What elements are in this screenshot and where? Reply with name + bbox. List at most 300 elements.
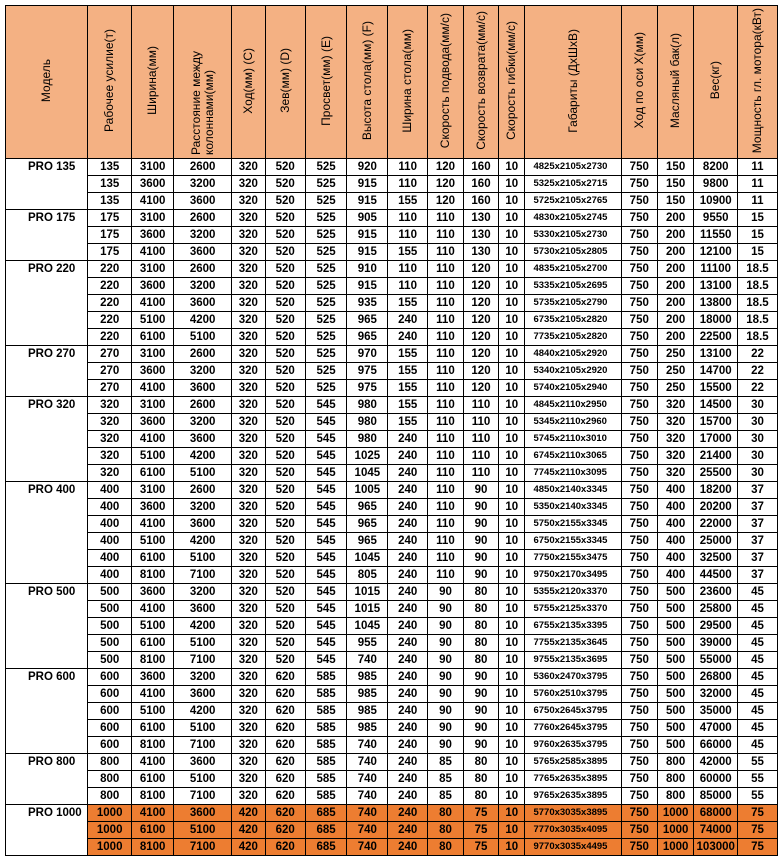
table-cell: 11 [737, 159, 777, 176]
model-cell: PRO 320 [6, 397, 88, 482]
table-cell: 175 [88, 227, 132, 244]
table-cell: 525 [305, 363, 346, 380]
table-cell: 8100 [132, 737, 174, 754]
table-cell: 750 [621, 261, 657, 278]
table-cell: 320 [232, 346, 265, 363]
header-cell [657, 6, 694, 159]
table-cell: 10 [499, 601, 525, 618]
table-cell: 11 [737, 176, 777, 193]
table-cell: 17000 [694, 431, 737, 448]
table-cell: 585 [305, 703, 346, 720]
table-cell: 10 [499, 397, 525, 414]
table-cell: 5325x2105x2715 [525, 176, 621, 193]
table-cell: 620 [265, 703, 305, 720]
table-cell: 400 [88, 516, 132, 533]
table-cell: 420 [232, 822, 265, 839]
table-row [6, 193, 778, 210]
table-row [6, 431, 778, 448]
table-cell: 685 [305, 839, 346, 856]
table-cell: 240 [388, 482, 428, 499]
table-cell: 585 [305, 686, 346, 703]
table-cell: 9800 [694, 176, 737, 193]
table-cell: 740 [347, 652, 388, 669]
table-cell: 45 [737, 737, 777, 754]
table-cell: 1000 [657, 822, 694, 839]
table-cell: 600 [88, 720, 132, 737]
table-cell: 26800 [694, 669, 737, 686]
table-cell: 400 [88, 533, 132, 550]
table-cell: 3200 [174, 499, 232, 516]
table-cell: 120 [463, 312, 498, 329]
table-cell: 110 [388, 227, 428, 244]
table-cell: 500 [88, 618, 132, 635]
table-cell: 110 [427, 329, 463, 346]
table-cell: 320 [232, 771, 265, 788]
table-cell: 7765x2635x3895 [525, 771, 621, 788]
table-cell: 10 [499, 295, 525, 312]
table-cell: 585 [305, 669, 346, 686]
table-cell: 75 [463, 805, 498, 822]
table-cell: 5100 [132, 312, 174, 329]
table-cell: 110 [427, 380, 463, 397]
table-cell: 915 [347, 244, 388, 261]
table-cell: 965 [347, 533, 388, 550]
table-cell: 10 [499, 805, 525, 822]
table-cell: 750 [621, 533, 657, 550]
table-cell: 5350x2140x3345 [525, 499, 621, 516]
table-cell: 10 [499, 414, 525, 431]
table-cell: 545 [305, 550, 346, 567]
table-cell: 90 [427, 737, 463, 754]
table-cell: 320 [232, 618, 265, 635]
table-cell: 3200 [174, 414, 232, 431]
table-cell: 6100 [132, 720, 174, 737]
table-cell: 90 [463, 703, 498, 720]
table-cell: 250 [657, 380, 694, 397]
table-cell: 545 [305, 499, 346, 516]
table-cell: 520 [265, 618, 305, 635]
table-cell: 25000 [694, 533, 737, 550]
table-cell: 975 [347, 380, 388, 397]
table-cell: 750 [621, 176, 657, 193]
table-cell: 90 [463, 686, 498, 703]
table-cell: 160 [463, 159, 498, 176]
table-cell: 320 [232, 703, 265, 720]
table-cell: 10 [499, 312, 525, 329]
table-cell: 200 [657, 244, 694, 261]
table-cell: 150 [657, 159, 694, 176]
table-cell: 750 [621, 669, 657, 686]
table-cell: 520 [265, 652, 305, 669]
table-cell: 10 [499, 193, 525, 210]
table-cell: 80 [463, 788, 498, 805]
header-label: Вес(кг) [708, 61, 723, 100]
model-cell: PRO 175 [6, 210, 88, 261]
table-cell: 400 [88, 550, 132, 567]
table-cell: 750 [621, 703, 657, 720]
table-cell: 13100 [694, 346, 737, 363]
table-cell: 685 [305, 822, 346, 839]
table-cell: 90 [427, 601, 463, 618]
table-cell: 4100 [132, 601, 174, 618]
table-row [6, 669, 778, 686]
table-cell: 10 [499, 499, 525, 516]
header-label: Расстояние между колоннами(мм) [188, 50, 216, 155]
table-cell: 525 [305, 227, 346, 244]
header-label: Зев(мм) (D) [277, 48, 292, 113]
table-cell: 10 [499, 516, 525, 533]
table-cell: 29500 [694, 618, 737, 635]
table-cell: 74000 [694, 822, 737, 839]
table-cell: 750 [621, 159, 657, 176]
table-cell: 240 [388, 703, 428, 720]
table-cell: 500 [657, 635, 694, 652]
table-cell: 750 [621, 244, 657, 261]
table-cell: 110 [463, 465, 498, 482]
table-cell: 110 [463, 414, 498, 431]
header-cell [6, 6, 88, 159]
table-cell: 10 [499, 346, 525, 363]
table-cell: 15 [737, 244, 777, 261]
table-cell: 620 [265, 771, 305, 788]
table-cell: 3200 [174, 363, 232, 380]
table-cell: 740 [347, 839, 388, 856]
table-cell: 320 [232, 159, 265, 176]
table-cell: 110 [427, 312, 463, 329]
table-cell: 320 [232, 227, 265, 244]
table-cell: 10 [499, 329, 525, 346]
table-cell: 80 [463, 771, 498, 788]
table-cell: 6100 [132, 771, 174, 788]
table-row [6, 516, 778, 533]
table-cell: 740 [347, 788, 388, 805]
header-label: Ход по оси X(мм) [631, 32, 646, 129]
table-cell: 400 [657, 482, 694, 499]
table-cell: 585 [305, 788, 346, 805]
table-cell: 10 [499, 822, 525, 839]
table-cell: 80 [427, 822, 463, 839]
table-cell: 10 [499, 431, 525, 448]
model-cell: PRO 600 [6, 669, 88, 754]
table-cell: 9750x2170x3495 [525, 567, 621, 584]
table-cell: 3200 [174, 278, 232, 295]
table-cell: 110 [388, 261, 428, 278]
table-row [6, 176, 778, 193]
table-cell: 110 [427, 567, 463, 584]
table-cell: 320 [232, 431, 265, 448]
table-cell: 6745x2110x3065 [525, 448, 621, 465]
table-cell: 4825x2105x2730 [525, 159, 621, 176]
table-cell: 110 [463, 431, 498, 448]
table-cell: 545 [305, 448, 346, 465]
table-cell: 160 [463, 193, 498, 210]
table-cell: 240 [388, 652, 428, 669]
table-cell: 750 [621, 431, 657, 448]
table-cell: 980 [347, 414, 388, 431]
table-cell: 545 [305, 584, 346, 601]
table-cell: 60000 [694, 771, 737, 788]
table-cell: 10 [499, 363, 525, 380]
table-cell: 4200 [174, 618, 232, 635]
table-cell: 240 [388, 686, 428, 703]
table-cell: 22000 [694, 516, 737, 533]
table-cell: 135 [88, 176, 132, 193]
table-cell: 10 [499, 448, 525, 465]
table-cell: 200 [657, 312, 694, 329]
table-cell: 32500 [694, 550, 737, 567]
table-cell: 6100 [132, 822, 174, 839]
table-cell: 750 [621, 465, 657, 482]
table-cell: 30 [737, 431, 777, 448]
table-cell: 75 [737, 839, 777, 856]
table-cell: 3100 [132, 210, 174, 227]
table-cell: 110 [427, 295, 463, 312]
table-cell: 320 [232, 652, 265, 669]
table-cell: 7760x2645x3795 [525, 720, 621, 737]
header-cell [174, 6, 232, 159]
table-cell: 320 [232, 397, 265, 414]
table-cell: 545 [305, 533, 346, 550]
table-cell: 3200 [174, 176, 232, 193]
table-cell: 22 [737, 363, 777, 380]
table-cell: 400 [657, 550, 694, 567]
table-cell: 3100 [132, 482, 174, 499]
table-cell: 120 [463, 380, 498, 397]
table-cell: 320 [88, 414, 132, 431]
table-cell: 985 [347, 686, 388, 703]
table-cell: 45 [737, 584, 777, 601]
header-label: Скорость подвода(мм/с) [437, 12, 452, 149]
table-cell: 520 [265, 448, 305, 465]
header-cell [265, 6, 305, 159]
table-cell: 45 [737, 720, 777, 737]
table-cell: 270 [88, 346, 132, 363]
table-cell: 110 [427, 261, 463, 278]
table-cell: 15 [737, 227, 777, 244]
table-cell: 525 [305, 295, 346, 312]
table-cell: 400 [88, 499, 132, 516]
table-cell: 520 [265, 193, 305, 210]
table-row [6, 329, 778, 346]
table-row [6, 261, 778, 278]
table-row [6, 346, 778, 363]
table-cell: 520 [265, 380, 305, 397]
table-cell: 3600 [174, 380, 232, 397]
table-cell: 85 [427, 788, 463, 805]
table-cell: 240 [388, 805, 428, 822]
table-cell: 750 [621, 652, 657, 669]
table-cell: 110 [427, 278, 463, 295]
table-cell: 4100 [132, 244, 174, 261]
table-cell: 150 [657, 176, 694, 193]
table-cell: 10 [499, 482, 525, 499]
table-cell: 750 [621, 312, 657, 329]
table-cell: 7755x2135x3645 [525, 635, 621, 652]
table-cell: 545 [305, 567, 346, 584]
table-cell: 8100 [132, 567, 174, 584]
table-cell: 4200 [174, 703, 232, 720]
table-cell: 5355x2120x3370 [525, 584, 621, 601]
table-cell: 55000 [694, 652, 737, 669]
table-cell: 5760x2510x3795 [525, 686, 621, 703]
table-cell: 545 [305, 635, 346, 652]
table-cell: 525 [305, 159, 346, 176]
table-cell: 10 [499, 244, 525, 261]
header-cell [621, 6, 657, 159]
table-cell: 750 [621, 584, 657, 601]
table-cell: 910 [347, 261, 388, 278]
table-row [6, 839, 778, 856]
table-cell: 110 [427, 533, 463, 550]
table-cell: 10 [499, 839, 525, 856]
table-row [6, 278, 778, 295]
header-cell [427, 6, 463, 159]
table-cell: 37 [737, 533, 777, 550]
table-cell: 520 [265, 329, 305, 346]
table-cell: 915 [347, 193, 388, 210]
table-cell: 320 [232, 363, 265, 380]
table-row [6, 397, 778, 414]
table-cell: 240 [388, 329, 428, 346]
table-cell: 10 [499, 278, 525, 295]
table-cell: 1045 [347, 465, 388, 482]
table-cell: 90 [463, 567, 498, 584]
table-cell: 90 [427, 720, 463, 737]
table-cell: 3600 [132, 227, 174, 244]
table-row [6, 754, 778, 771]
table-cell: 750 [621, 482, 657, 499]
table-cell: 155 [388, 397, 428, 414]
table-cell: 740 [347, 822, 388, 839]
table-cell: 85 [427, 771, 463, 788]
table-cell: 500 [657, 737, 694, 754]
table-cell: 4100 [132, 193, 174, 210]
table-cell: 110 [463, 397, 498, 414]
table-cell: 90 [463, 516, 498, 533]
table-cell: 320 [232, 380, 265, 397]
table-cell: 750 [621, 822, 657, 839]
table-cell: 5750x2155x3345 [525, 516, 621, 533]
table-cell: 14500 [694, 397, 737, 414]
table-cell: 55 [737, 788, 777, 805]
table-cell: 110 [427, 516, 463, 533]
table-cell: 37 [737, 516, 777, 533]
table-cell: 4100 [132, 431, 174, 448]
table-cell: 30 [737, 465, 777, 482]
table-cell: 320 [88, 465, 132, 482]
table-cell: 4100 [132, 380, 174, 397]
table-cell: 45 [737, 703, 777, 720]
table-cell: 47000 [694, 720, 737, 737]
table-cell: 45 [737, 686, 777, 703]
table-cell: 240 [388, 465, 428, 482]
header-label: Ширина стола(мм) [400, 28, 415, 133]
table-cell: 750 [621, 193, 657, 210]
table-cell: 520 [265, 244, 305, 261]
table-cell: 155 [388, 295, 428, 312]
table-cell: 4200 [174, 448, 232, 465]
table-cell: 90 [463, 669, 498, 686]
table-cell: 320 [232, 567, 265, 584]
table-cell: 240 [388, 737, 428, 754]
table-cell: 130 [463, 210, 498, 227]
table-cell: 320 [88, 431, 132, 448]
table-cell: 240 [388, 601, 428, 618]
table-cell: 18.5 [737, 261, 777, 278]
table-cell: 500 [88, 601, 132, 618]
table-cell: 4200 [174, 533, 232, 550]
table-cell: 90 [463, 720, 498, 737]
table-cell: 7100 [174, 788, 232, 805]
table-cell: 2600 [174, 261, 232, 278]
table-cell: 585 [305, 737, 346, 754]
table-cell: 750 [621, 567, 657, 584]
table-cell: 600 [88, 703, 132, 720]
table-cell: 18.5 [737, 278, 777, 295]
table-cell: 240 [388, 550, 428, 567]
table-cell: 520 [265, 567, 305, 584]
table-cell: 240 [388, 431, 428, 448]
table-cell: 4100 [132, 295, 174, 312]
table-cell: 15700 [694, 414, 737, 431]
table-row [6, 448, 778, 465]
table-cell: 10 [499, 227, 525, 244]
table-row [6, 618, 778, 635]
table-cell: 520 [265, 312, 305, 329]
table-cell: 520 [265, 295, 305, 312]
table-cell: 520 [265, 210, 305, 227]
table-cell: 320 [232, 720, 265, 737]
model-cell: PRO 1000 [6, 805, 88, 856]
table-cell: 240 [388, 618, 428, 635]
table-cell: 620 [265, 737, 305, 754]
table-cell: 5100 [132, 533, 174, 550]
table-cell: 320 [232, 601, 265, 618]
table-cell: 45 [737, 635, 777, 652]
table-cell: 320 [232, 176, 265, 193]
table-cell: 25500 [694, 465, 737, 482]
table-cell: 11100 [694, 261, 737, 278]
table-row [6, 686, 778, 703]
table-cell: 45 [737, 601, 777, 618]
table-cell: 240 [388, 499, 428, 516]
table-cell: 80 [463, 601, 498, 618]
table-cell: 85 [427, 754, 463, 771]
table-cell: 620 [265, 788, 305, 805]
table-cell: 800 [657, 788, 694, 805]
table-cell: 5100 [174, 822, 232, 839]
table-row [6, 788, 778, 805]
table-cell: 920 [347, 159, 388, 176]
table-cell: 3100 [132, 346, 174, 363]
table-cell: 8200 [694, 159, 737, 176]
header-label: Скорость возврата(мм/с) [473, 11, 488, 150]
table-cell: 80 [463, 584, 498, 601]
table-cell: 500 [657, 652, 694, 669]
table-cell: 10 [499, 720, 525, 737]
table-cell: 520 [265, 516, 305, 533]
table-cell: 520 [265, 499, 305, 516]
table-cell: 90 [463, 533, 498, 550]
table-cell: 11 [737, 193, 777, 210]
table-cell: 80 [463, 618, 498, 635]
table-cell: 750 [621, 839, 657, 856]
header-label: Ход(мм) (C) [240, 47, 255, 114]
table-cell: 1015 [347, 584, 388, 601]
table-cell: 320 [232, 754, 265, 771]
table-cell: 500 [657, 669, 694, 686]
header-cell [737, 6, 777, 159]
